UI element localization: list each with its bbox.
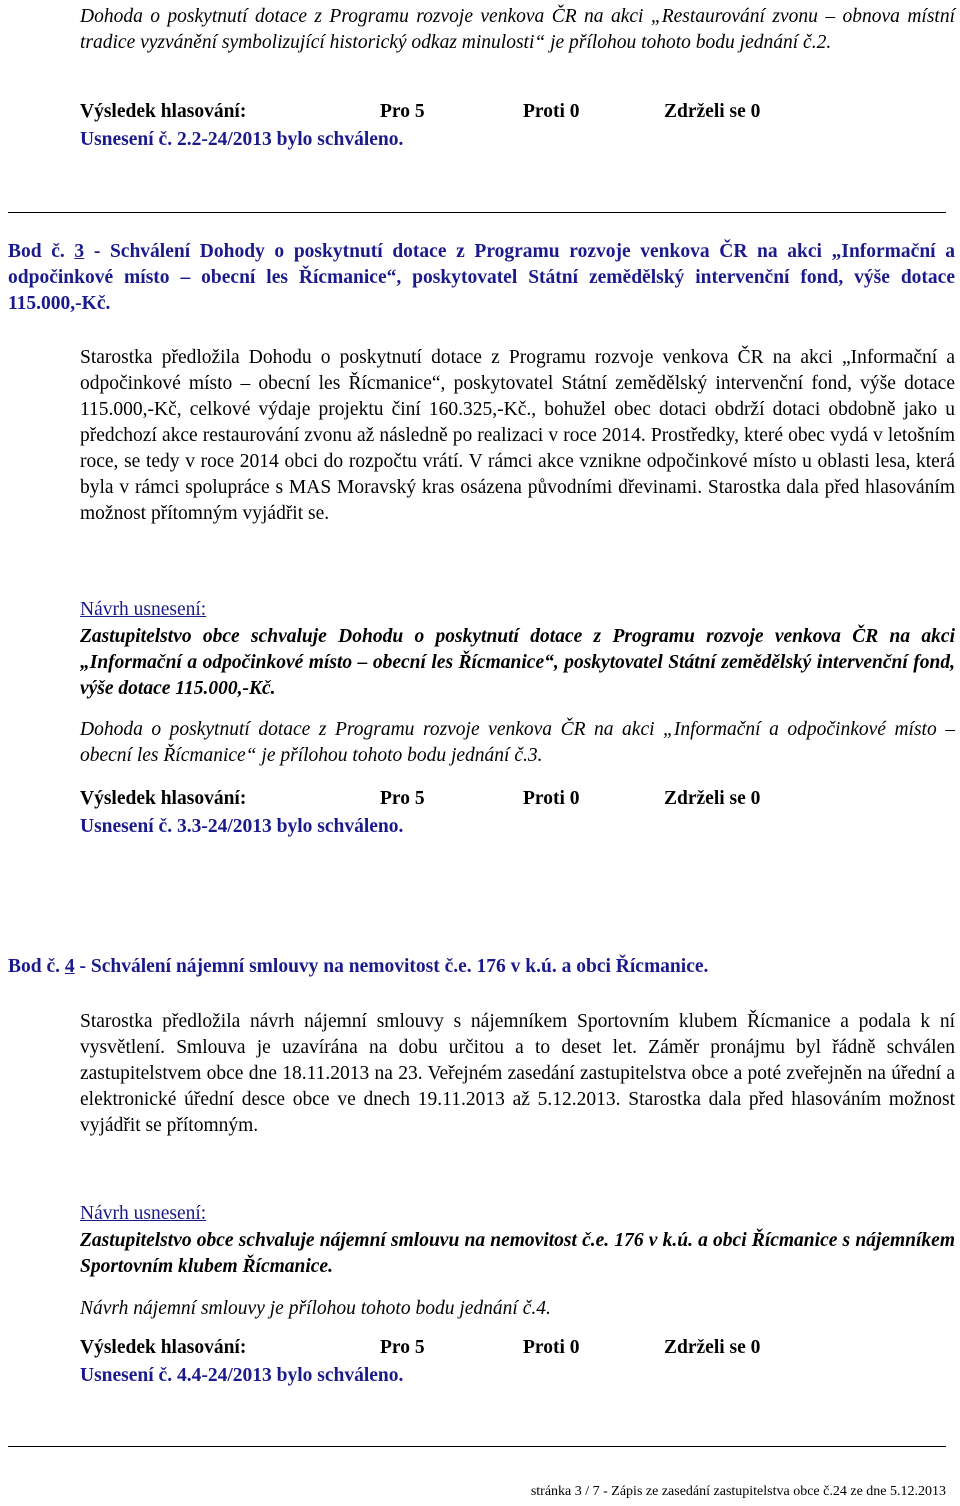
footer-divider	[8, 1446, 946, 1447]
resolution-bod4: Usnesení č. 4.4-24/2013 bylo schváleno.	[80, 1365, 404, 1386]
section-divider	[8, 212, 946, 213]
vote-label: Výsledek hlasování:	[80, 101, 247, 122]
bod-number: 3	[74, 241, 85, 262]
vote-label: Výsledek hlasování:	[80, 1337, 247, 1358]
bod3-proposal-label: Návrh usnesení:	[80, 599, 207, 620]
bod3-attachment: Dohoda o poskytnutí dotace z Programu rozvoje venkova ČR na akci „Informační a odpočinkové místo – obecní les Řícmanice“ je přílohou tohoto bodu jednání č.3.	[80, 719, 955, 766]
attachment-note-bod2: Dohoda o poskytnutí dotace z Programu rozvoje venkova ČR na akci „Restaurování zvonu – obnova místní tradice vyzvánění symbolizující historický odkaz minulosti“ je přílohou tohoto bodu jednání č.2.	[80, 6, 955, 53]
bod4-body: Starostka předložila návrh nájemní smlouvy s nájemníkem Sportovním klubem Řícmanice a podala k ní vysvětlení. Smlouva je uzavírána na dobu určitou a to deset let. Záměr pronájmu byl řádně schválen zastupitelstvem obce dne 18.11.2013 na 23. Veřejném zasedání zastupitelstva obce a poté zveřejněn na úřední a elektronické úřední desce obce ve dnech 19.11.2013 až 5.12.2013. Starostka dala před hlasováním možnost vyjádřit se přítomným.	[80, 1011, 955, 1136]
bod3-body: Starostka předložila Dohodu o poskytnutí dotace z Programu rozvoje venkova ČR na akci „Informační a odpočinkové místo – obecní les Řícmanice“, poskytovatel Státní zemědělský intervenční fond, výše dotace 115.000,-Kč, celkové výdaje projektu činí 160.325,-Kč., bohužel obec dotaci obdrží dotaci obdobně jako u předchozí akce restaurování zvonu až následně po realizaci v roce 2014. Prostředky, které obec vydá v letošním roce, se tedy v roce 2014 obci do rozpočtu vrátí. V rámci akce vznikne odpočinkové místo u oblasti lesa, která byla v rámci spolupráce s MAS Moravský kras osázena původními dřevinami. Starostka dala před hlasováním možnost přítomným vyjádřit se.	[80, 347, 955, 524]
page-footer: stránka 3 / 7 - Zápis ze zasedání zastupitelstva obce č.24 ze dne 5.12.2013	[530, 1484, 946, 1499]
bod-prefix: Bod č.	[8, 241, 65, 262]
bod3-proposal: Zastupitelstvo obce schvaluje Dohodu o poskytnutí dotace z Programu rozvoje venkova ČR na akci „Informační a odpočinkové místo – obecní les Řícmanice“, poskytovatel Státní zemědělský intervenční fond, výše dotace 115.000,-Kč.	[80, 626, 955, 699]
vote-pro: Pro 5	[380, 788, 425, 809]
bod-title: - Schválení nájemní smlouvy na nemovitost č.e. 176 v k.ú. a obci Řícmanice.	[74, 956, 709, 977]
vote-zdrzeli: Zdrželi se 0	[664, 788, 761, 809]
vote-zdrzeli: Zdrželi se 0	[664, 101, 761, 122]
vote-pro: Pro 5	[380, 101, 425, 122]
bod-prefix: Bod č.	[8, 956, 61, 977]
vote-pro: Pro 5	[380, 1337, 425, 1358]
bod-title: - Schválení Dohody o poskytnutí dotace z Programu rozvoje venkova ČR na akci „Informační a odpočinkové místo – obecní les Řícmanice“, poskytovatel Státní zemědělský intervenční fond, výše dotace 115.000,-Kč.	[8, 241, 955, 314]
bod4-heading	[8, 954, 955, 980]
vote-proti: Proti 0	[523, 788, 580, 809]
bod3-heading	[8, 239, 955, 317]
bod4-proposal-label: Návrh usnesení:	[80, 1203, 207, 1224]
vote-zdrzeli: Zdrželi se 0	[664, 1337, 761, 1358]
vote-proti: Proti 0	[523, 1337, 580, 1358]
bod-number: 4	[64, 956, 75, 977]
resolution-bod2: Usnesení č. 2.2-24/2013 bylo schváleno.	[80, 129, 404, 150]
resolution-bod3: Usnesení č. 3.3-24/2013 bylo schváleno.	[80, 816, 404, 837]
bod4-attachment: Návrh nájemní smlouvy je přílohou tohoto bodu jednání č.4.	[80, 1298, 551, 1319]
bod4-proposal: Zastupitelstvo obce schvaluje nájemní smlouvu na nemovitost č.e. 176 v k.ú. a obci Řícmanice s nájemníkem Sportovním klubem Řícmanice.	[80, 1230, 955, 1277]
vote-label: Výsledek hlasování:	[80, 788, 247, 809]
vote-proti: Proti 0	[523, 101, 580, 122]
